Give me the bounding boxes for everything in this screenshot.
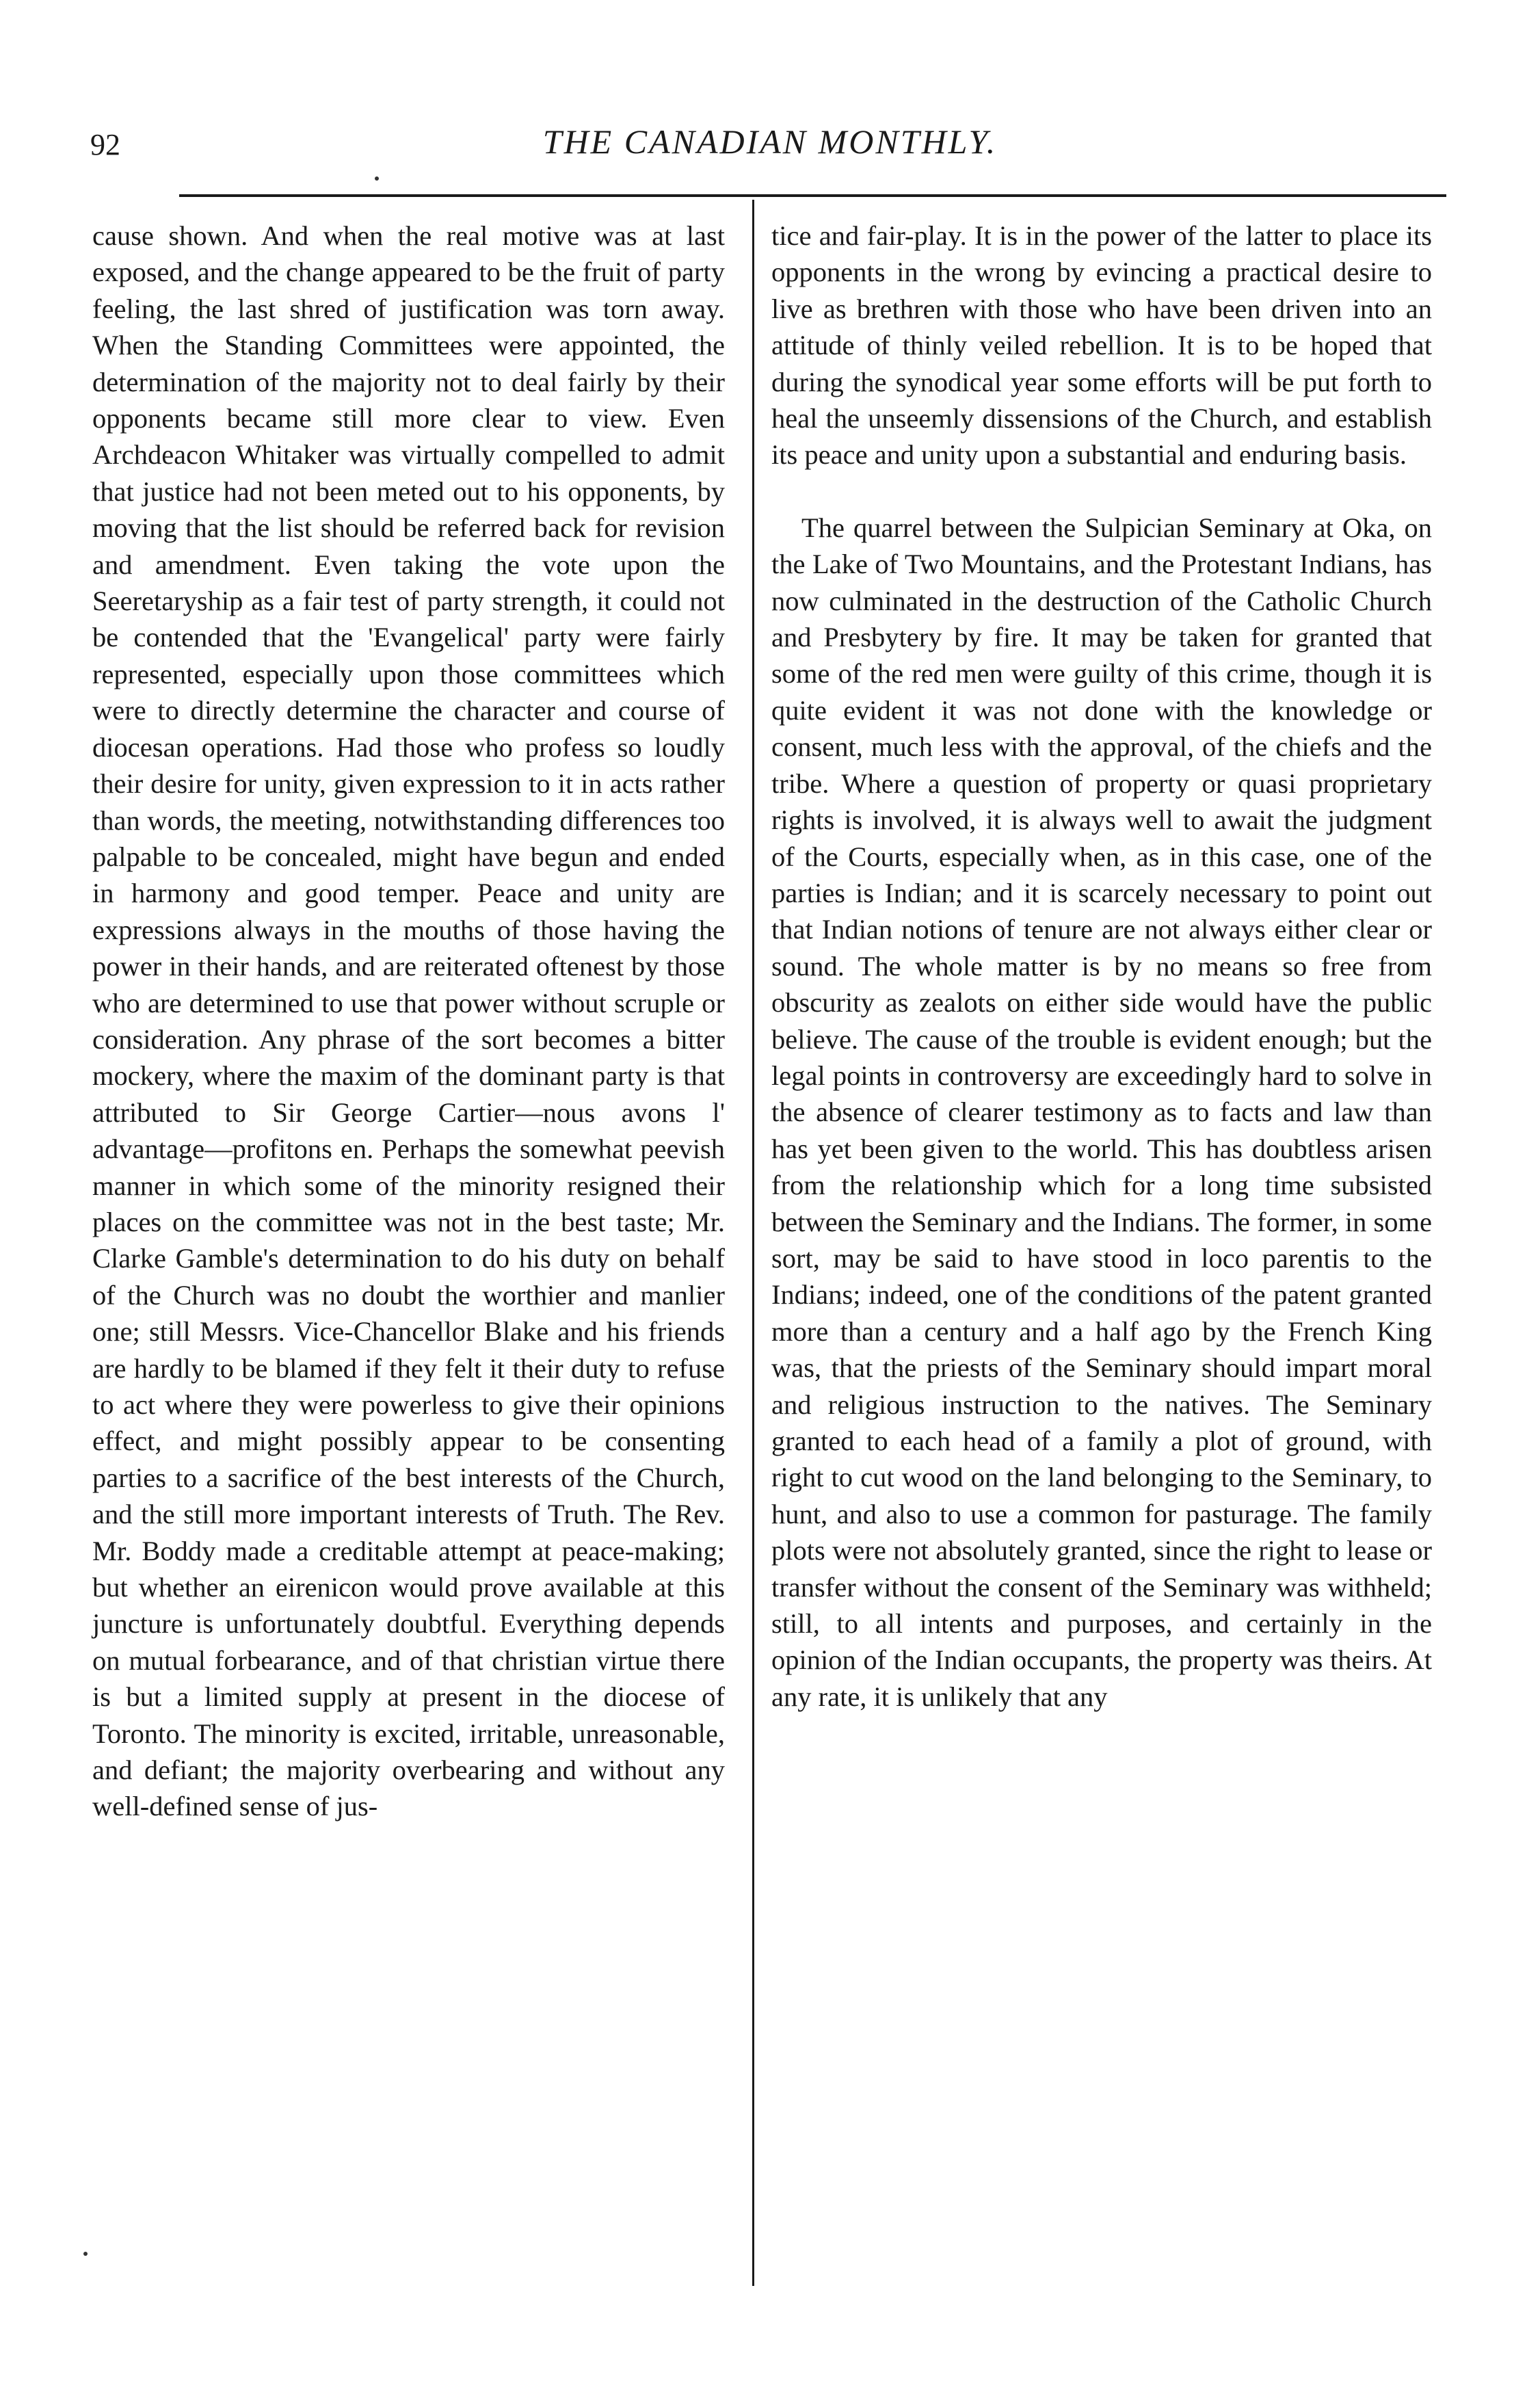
left-column-paragraph: cause shown. And when the real motive was at last exposed, and the change appeared to be the fruit of party feeling, the last shred of justification was torn away. When the Standing Committees were appointed, the determination of the majority not to deal fairly by their opponents became still more clear to view. Even Archdeacon Whitaker was virtually compelled to admit that justice had not been meted out to his opponents, by moving that the list should be referred back for revision and amendment. Even taking the vote upon the Seeretaryship as a fair test of party strength, it could not be contended that the 'Evangelical' party were fairly represented, especially upon those committees which were to directly determine the character and course of diocesan operations. Had those who profess so loudly their desire for unity, given expression to it in acts rather than words, the meeting, notwithstanding differences too palpable to be concealed, might have begun and ended in harmony and good temper. Peace and unity are expressions always in the mouths of those having the power in their hands, and are reiterated oftenest by those who are determined to use that power without scruple or consideration. Any phrase of the sort becomes a bitter mockery, where the maxim of the dominant party is that attributed to Sir George Cartier—nous avons l' advantage—profitons en. Perhaps the somewhat peevish manner in which some of the minority resigned their places on the committee was not in the best taste; Mr. Clarke Gamble's determination to do his duty on behalf of the Church was no doubt the worthier and manlier one; still Messrs. Vice-Chancellor Blake and his friends are hardly to be blamed if they felt it their duty to refuse to act where they were powerless to give their opinions effect, and might possibly appear to be consenting parties to a sacrifice of the best interests of the Church, and the still more important interests of Truth. The Rev. Mr. Boddy made a creditable attempt at peace-making; but whether an eirenicon would prove available at this juncture is unfortunately doubtful. Everything depends on mutual forbearance, and of that christian virtue there is but a limited supply at present in the diocese of Toronto. The minority is excited, irritable, unreasonable, and defiant; the majority overbearing and without any well-defined sense of jus- — [92, 220, 725, 1822]
column-divider — [752, 200, 754, 2286]
page-number: 92 — [90, 128, 120, 161]
print-speck — [83, 2252, 88, 2256]
header-rule — [179, 194, 1446, 197]
running-head: THE CANADIAN MONTHLY. — [542, 122, 998, 161]
left-column — [92, 218, 725, 1825]
print-speck — [375, 176, 379, 181]
right-column — [771, 218, 1432, 1715]
right-column-paragraph-1: tice and fair-play. It is in the power of the latter to place its opponents in the wrong by evincing a practical desire to live as brethren with those who have been driven into an attitude of thinly veiled rebellion. It is to be hoped that during the synodical year some efforts will be put forth to heal the unseemly dissensions of the Church, and establish its peace and unity upon a substantial and enduring basis. — [771, 220, 1432, 471]
right-column-paragraph-2: The quarrel between the Sulpician Seminary at Oka, on the Lake of Two Mountains, and the Protestant Indians, has now culminated in the destruction of the Catholic Church and Presbytery by fire. It may be taken for granted that some of the red men were guilty of this crime, though it is quite evident it was not done with the knowledge or consent, much less with the approval, of the chiefs and the tribe. Where a question of property or quasi proprietary rights is involved, it is always well to await the judgment of the Courts, especially when, as in this case, one of the parties is Indian; and it is scarcely necessary to point out that Indian notions of tenure are not always either clear or sound. The whole matter is by no means so free from obscurity as zealots on either side would have the public believe. The cause of the trouble is evident enough; but the legal points in controversy are exceedingly hard to solve in the absence of clearer testimony as to facts and law than has yet been given to the world. This has doubtless arisen from the relationship which for a long time subsisted between the Seminary and the Indians. The former, in some sort, may be said to have stood in loco parentis to the Indians; indeed, one of the conditions of the patent granted more than a century and a half ago by the French King was, that the priests of the Seminary should impart moral and religious instruction to the natives. The Seminary granted to each head of a family a plot of ground, with right to cut wood on the land belonging to the Seminary, to hunt, and also to use a common for pasturage. The family plots were not absolutely granted, since the right to lease or transfer without the consent of the Seminary was withheld; still, to all intents and purposes, and certainly in the opinion of the Indian occupants, the property was theirs. At any rate, it is unlikely that any — [771, 512, 1432, 1712]
